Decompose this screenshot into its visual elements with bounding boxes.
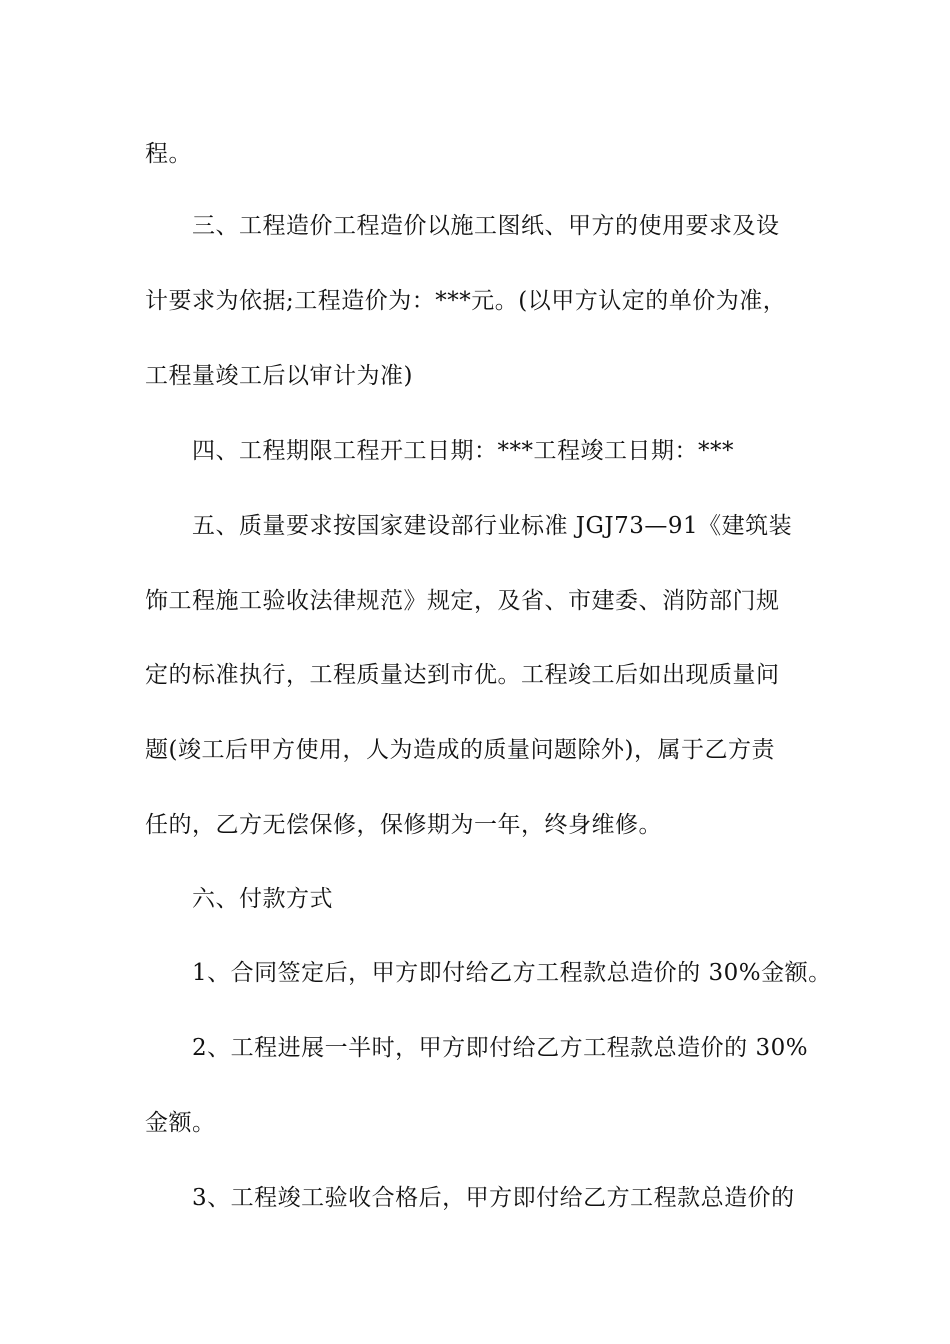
- section-six-heading: 六、付款方式: [192, 886, 333, 912]
- section-five-line-5: 任的，乙方无偿保修，保修期为一年，终身维修。: [145, 812, 662, 838]
- payment-item-1: 1、合同签定后，甲方即付给乙方工程款总造价的 30%金额。: [192, 960, 832, 986]
- section-three-line-3: 工程量竣工后以审计为准): [145, 363, 413, 389]
- section-four-line: 四、工程期限工程开工日期：***工程竣工日期：***: [192, 438, 734, 464]
- payment-item-2-line-1: 2、工程进展一半时，甲方即付给乙方工程款总造价的 30%: [192, 1035, 809, 1061]
- payment-item-3-line-1: 3、工程竣工验收合格后，甲方即付给乙方工程款总造价的: [192, 1185, 795, 1211]
- section-five-line-4: 题(竣工后甲方使用，人为造成的质量问题除外)，属于乙方责: [145, 737, 775, 763]
- text-line-continuation: 程。: [145, 141, 192, 167]
- section-five-heading-line: 五、质量要求按国家建设部行业标准 JGJ73—91《建筑装: [192, 513, 793, 539]
- section-three-heading-line: 三、工程造价工程造价以施工图纸、甲方的使用要求及设: [192, 213, 780, 239]
- section-five-line-2: 饰工程施工验收法律规范》规定，及省、市建委、消防部门规: [145, 588, 780, 614]
- payment-item-2-line-2: 金额。: [145, 1110, 216, 1136]
- section-three-line-2: 计要求为依据;工程造价为：***元。(以甲方认定的单价为准，: [145, 288, 787, 314]
- section-five-line-3: 定的标准执行，工程质量达到市优。工程竣工后如出现质量问: [145, 662, 780, 688]
